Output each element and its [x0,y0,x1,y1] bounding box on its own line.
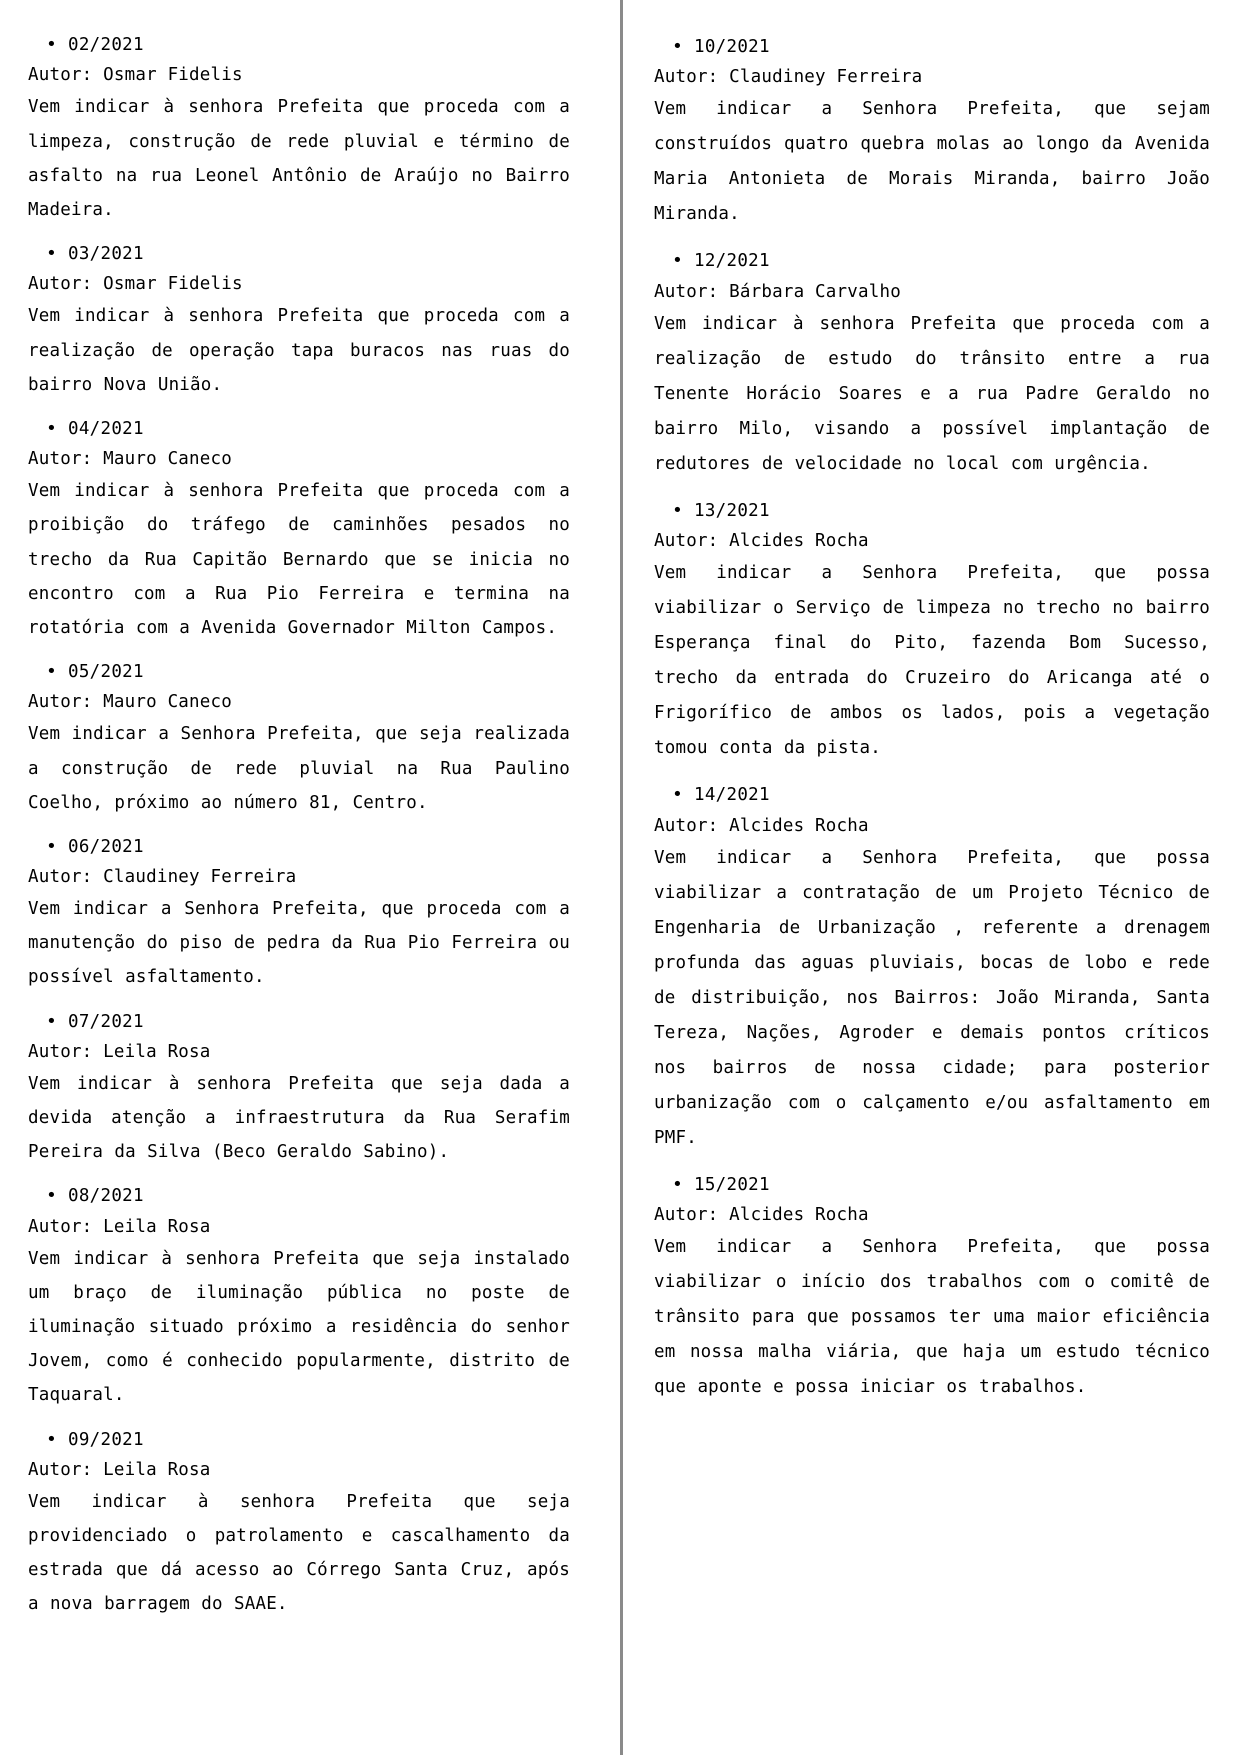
indication-entry [28,241,570,402]
entry-author: Autor: Alcides Rocha [654,531,869,552]
indication-entry [28,416,570,645]
indication-entry [28,32,570,227]
entry-number: • 07/2021 [28,1009,570,1036]
entry-body: Vem indicar a Senhora Prefeita, que seja realizada a construção de rede pluvial na Rua Paulino Coelho, próximo ao número 81, Centro. [28,724,570,813]
indication-entry [654,1172,1210,1405]
entry-number: • 02/2021 [28,32,570,59]
right-column [650,18,1210,1407]
left-column [28,18,588,1624]
entry-number: • 14/2021 [654,782,1210,809]
indication-entry [654,34,1210,232]
entry-body: Vem indicar à senhora Prefeita que proceda com a realização de estudo do trânsito entre a rua Tenente Horácio Soares e a rua Padre Geraldo no bairro Milo, visando a possível implantação de redutores de velocidade no local com urgência. [654,313,1210,474]
entry-body: Vem indicar a Senhora Prefeita, que possa viabilizar a contratação de um Projeto Técnico de Engenharia de Urbanização , referente a drenagem profunda das aguas pluviais, bocas de lobo e rede de distribuição, nos Bairros: João Miranda, Santa Tereza, Nações, Agroder e demais pontos críticos nos bairros de nossa cidade; para posterior urbanização com o calçamento e/ou asfaltamento em PMF. [654,847,1210,1148]
entry-number: • 13/2021 [654,498,1210,525]
indication-entry [654,498,1210,766]
entry-author: Autor: Osmar Fidelis [28,65,243,86]
entry-author: Autor: Bárbara Carvalho [654,281,901,302]
entry-body: Vem indicar à senhora Prefeita que proceda com a limpeza, construção de rede pluvial e término de asfalto na rua Leonel Antônio de Araújo no Bairro Madeira. [28,97,570,220]
entry-number: • 09/2021 [28,1427,570,1454]
entry-author: Autor: Alcides Rocha [654,815,869,836]
entry-number: • 10/2021 [654,34,1210,61]
entry-number: • 08/2021 [28,1183,570,1210]
entry-number: • 06/2021 [28,834,570,861]
entry-author: Autor: Alcides Rocha [654,1205,869,1225]
entry-number: • 05/2021 [28,659,570,686]
entry-body: Vem indicar a Senhora Prefeita, que proceda com a manutenção do piso de pedra da Rua Pio Ferreira ou possível asfaltamento. [28,899,570,988]
entry-body: Vem indicar a Senhora Prefeita, que possa viabilizar o início dos trabalhos com o comitê de trânsito para que possamos ter uma maior eficiência em nossa malha viária, que haja um estudo técnico que aponte e possa iniciar os trabalhos. [654,1237,1210,1398]
entry-author: Autor: Mauro Caneco [28,692,232,713]
indication-entry [28,1009,570,1170]
column-divider [620,0,623,1755]
indication-entry [28,1427,570,1622]
entry-body: Vem indicar a Senhora Prefeita, que possa viabilizar o Serviço de limpeza no trecho no bairro Esperança final do Pito, fazenda Bom Sucesso, trecho da entrada do Cruzeiro do Aricanga até o Frigorífico de ambos os lados, pois a vegetação tomou conta da pista. [654,563,1210,759]
entry-number: • 15/2021 [654,1172,1210,1199]
entry-body: Vem indicar a Senhora Prefeita, que sejam construídos quatro quebra molas ao longo da Avenida Maria Antonieta de Morais Miranda, bairro João Miranda. [654,99,1210,225]
entry-body: Vem indicar à senhora Prefeita que proceda com a realização de operação tapa buracos nas ruas do bairro Nova União. [28,306,570,395]
entry-body: Vem indicar à senhora Prefeita que proceda com a proibição do tráfego de caminhões pesados no trecho da Rua Capitão Bernardo que se inicia no encontro com a Rua Pio Ferreira e termina na rotatória com a Avenida Governador Milton Campos. [28,481,570,638]
entry-author: Autor: Mauro Caneco [28,448,232,469]
indication-entry [654,248,1210,481]
entry-author: Autor: Osmar Fidelis [28,274,243,295]
entry-number: • 03/2021 [28,241,570,268]
entry-author: Autor: Claudiney Ferreira [654,67,923,88]
entry-author: Autor: Leila Rosa [28,1459,211,1480]
entry-body: Vem indicar à senhora Prefeita que seja dada a devida atenção a infraestrutura da Rua Serafim Pereira da Silva (Beco Geraldo Sabino). [28,1074,570,1163]
entry-number: • 04/2021 [28,416,570,443]
entry-number: • 12/2021 [654,248,1210,275]
entry-author: Autor: Claudiney Ferreira [28,866,297,887]
indication-entry [28,1183,570,1412]
indication-entry [654,782,1210,1155]
indication-entry [28,834,570,995]
entry-body: Vem indicar à senhora Prefeita que seja instalado um braço de iluminação pública no poste de iluminação situado próximo a residência do senhor Jovem, como é conhecido popularmente, distrito de Taquaral. [28,1248,570,1406]
entry-author: Autor: Leila Rosa [28,1216,211,1237]
entry-author: Autor: Leila Rosa [28,1041,211,1062]
entry-body: Vem indicar à senhora Prefeita que seja providenciado o patrolamento e cascalhamento da estrada que dá acesso ao Córrego Santa Cruz, após a nova barragem do SAAE. [28,1492,570,1615]
indication-entry [28,659,570,820]
